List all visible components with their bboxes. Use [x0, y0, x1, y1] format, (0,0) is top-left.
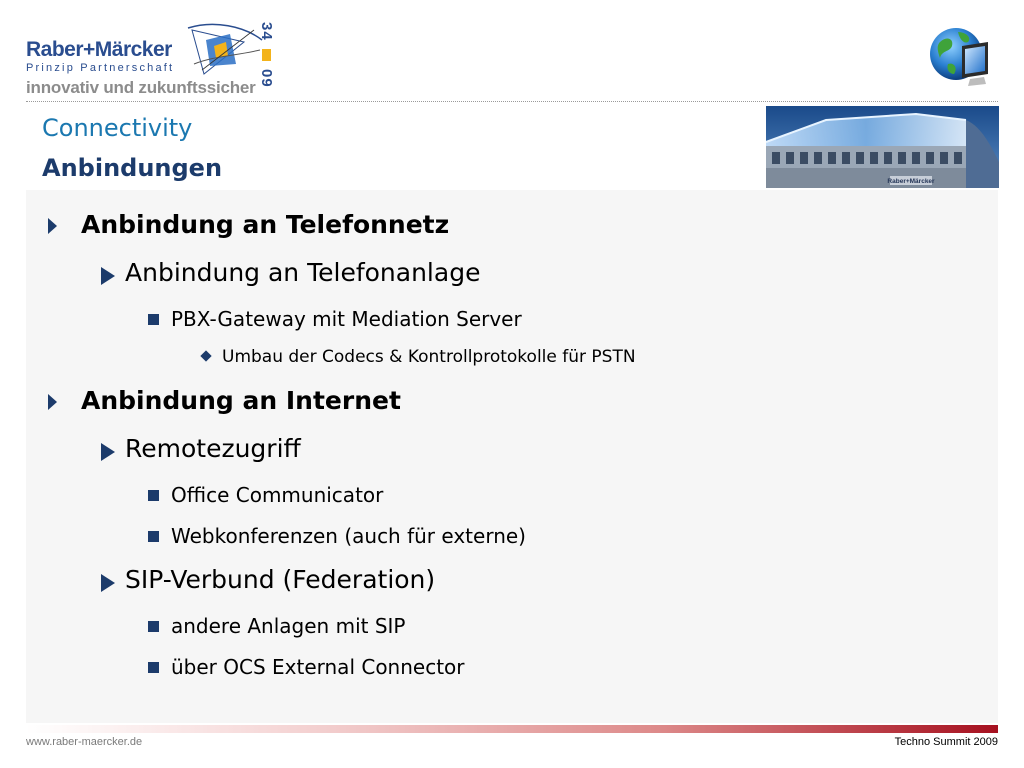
list-item-text: andere Anlagen mit SIP [171, 614, 406, 638]
list-item-text: Webkonferenzen (auch für externe) [171, 524, 526, 548]
logo-years-divider [262, 49, 271, 61]
list-item-text: Remotezugriff [125, 434, 301, 463]
building-sign: Raber+Märcker [887, 178, 935, 185]
list-item-text: über OCS External Connector [171, 655, 465, 679]
slide-subtitle: Anbindungen [42, 154, 223, 182]
list-item-text: Anbindung an Internet [81, 386, 401, 415]
footer-website-link[interactable]: www.raber-maercker.de [26, 736, 143, 748]
logo-years [258, 22, 275, 88]
triangle-bullet-icon [48, 394, 57, 410]
list-item-text: Anbindung an Telefonanlage [125, 258, 481, 287]
logo-years-top: 34 [258, 22, 275, 41]
list-item-text: Anbindung an Telefonnetz [81, 210, 450, 239]
logo-mark-icon [184, 20, 264, 78]
logo-years-bottom: 09 [258, 69, 275, 88]
triangle-bullet-icon [101, 574, 115, 592]
logo-company-name: Raber+Märcker [26, 38, 172, 61]
triangle-bullet-icon [101, 443, 115, 461]
diamond-bullet-icon [200, 350, 211, 361]
list-item-text: PBX-Gateway mit Mediation Server [171, 307, 522, 331]
square-bullet-icon [148, 490, 159, 501]
building-photo [766, 106, 999, 188]
triangle-bullet-icon [101, 267, 115, 285]
company-logo [24, 20, 284, 100]
list-item-text: Umbau der Codecs & Kontrollprotokolle für PSTN [222, 347, 636, 367]
footer-event-label: Techno Summit 2009 [894, 736, 998, 748]
list-item-text: SIP-Verbund (Federation) [125, 565, 436, 594]
square-bullet-icon [148, 314, 159, 325]
content-panel [26, 190, 998, 723]
logo-tagline: innovativ und zukunftssicher [26, 78, 256, 97]
square-bullet-icon [148, 662, 159, 673]
square-bullet-icon [148, 531, 159, 542]
square-bullet-icon [148, 621, 159, 632]
logo-subtitle: Prinzip Partnerschaft [26, 62, 175, 74]
slide-title: Connectivity [42, 114, 193, 142]
triangle-bullet-icon [48, 218, 57, 234]
list-item-text: Office Communicator [171, 483, 384, 507]
globe-monitor-icon [928, 24, 994, 90]
header-divider [26, 101, 998, 102]
footer-gradient-bar [26, 725, 998, 733]
